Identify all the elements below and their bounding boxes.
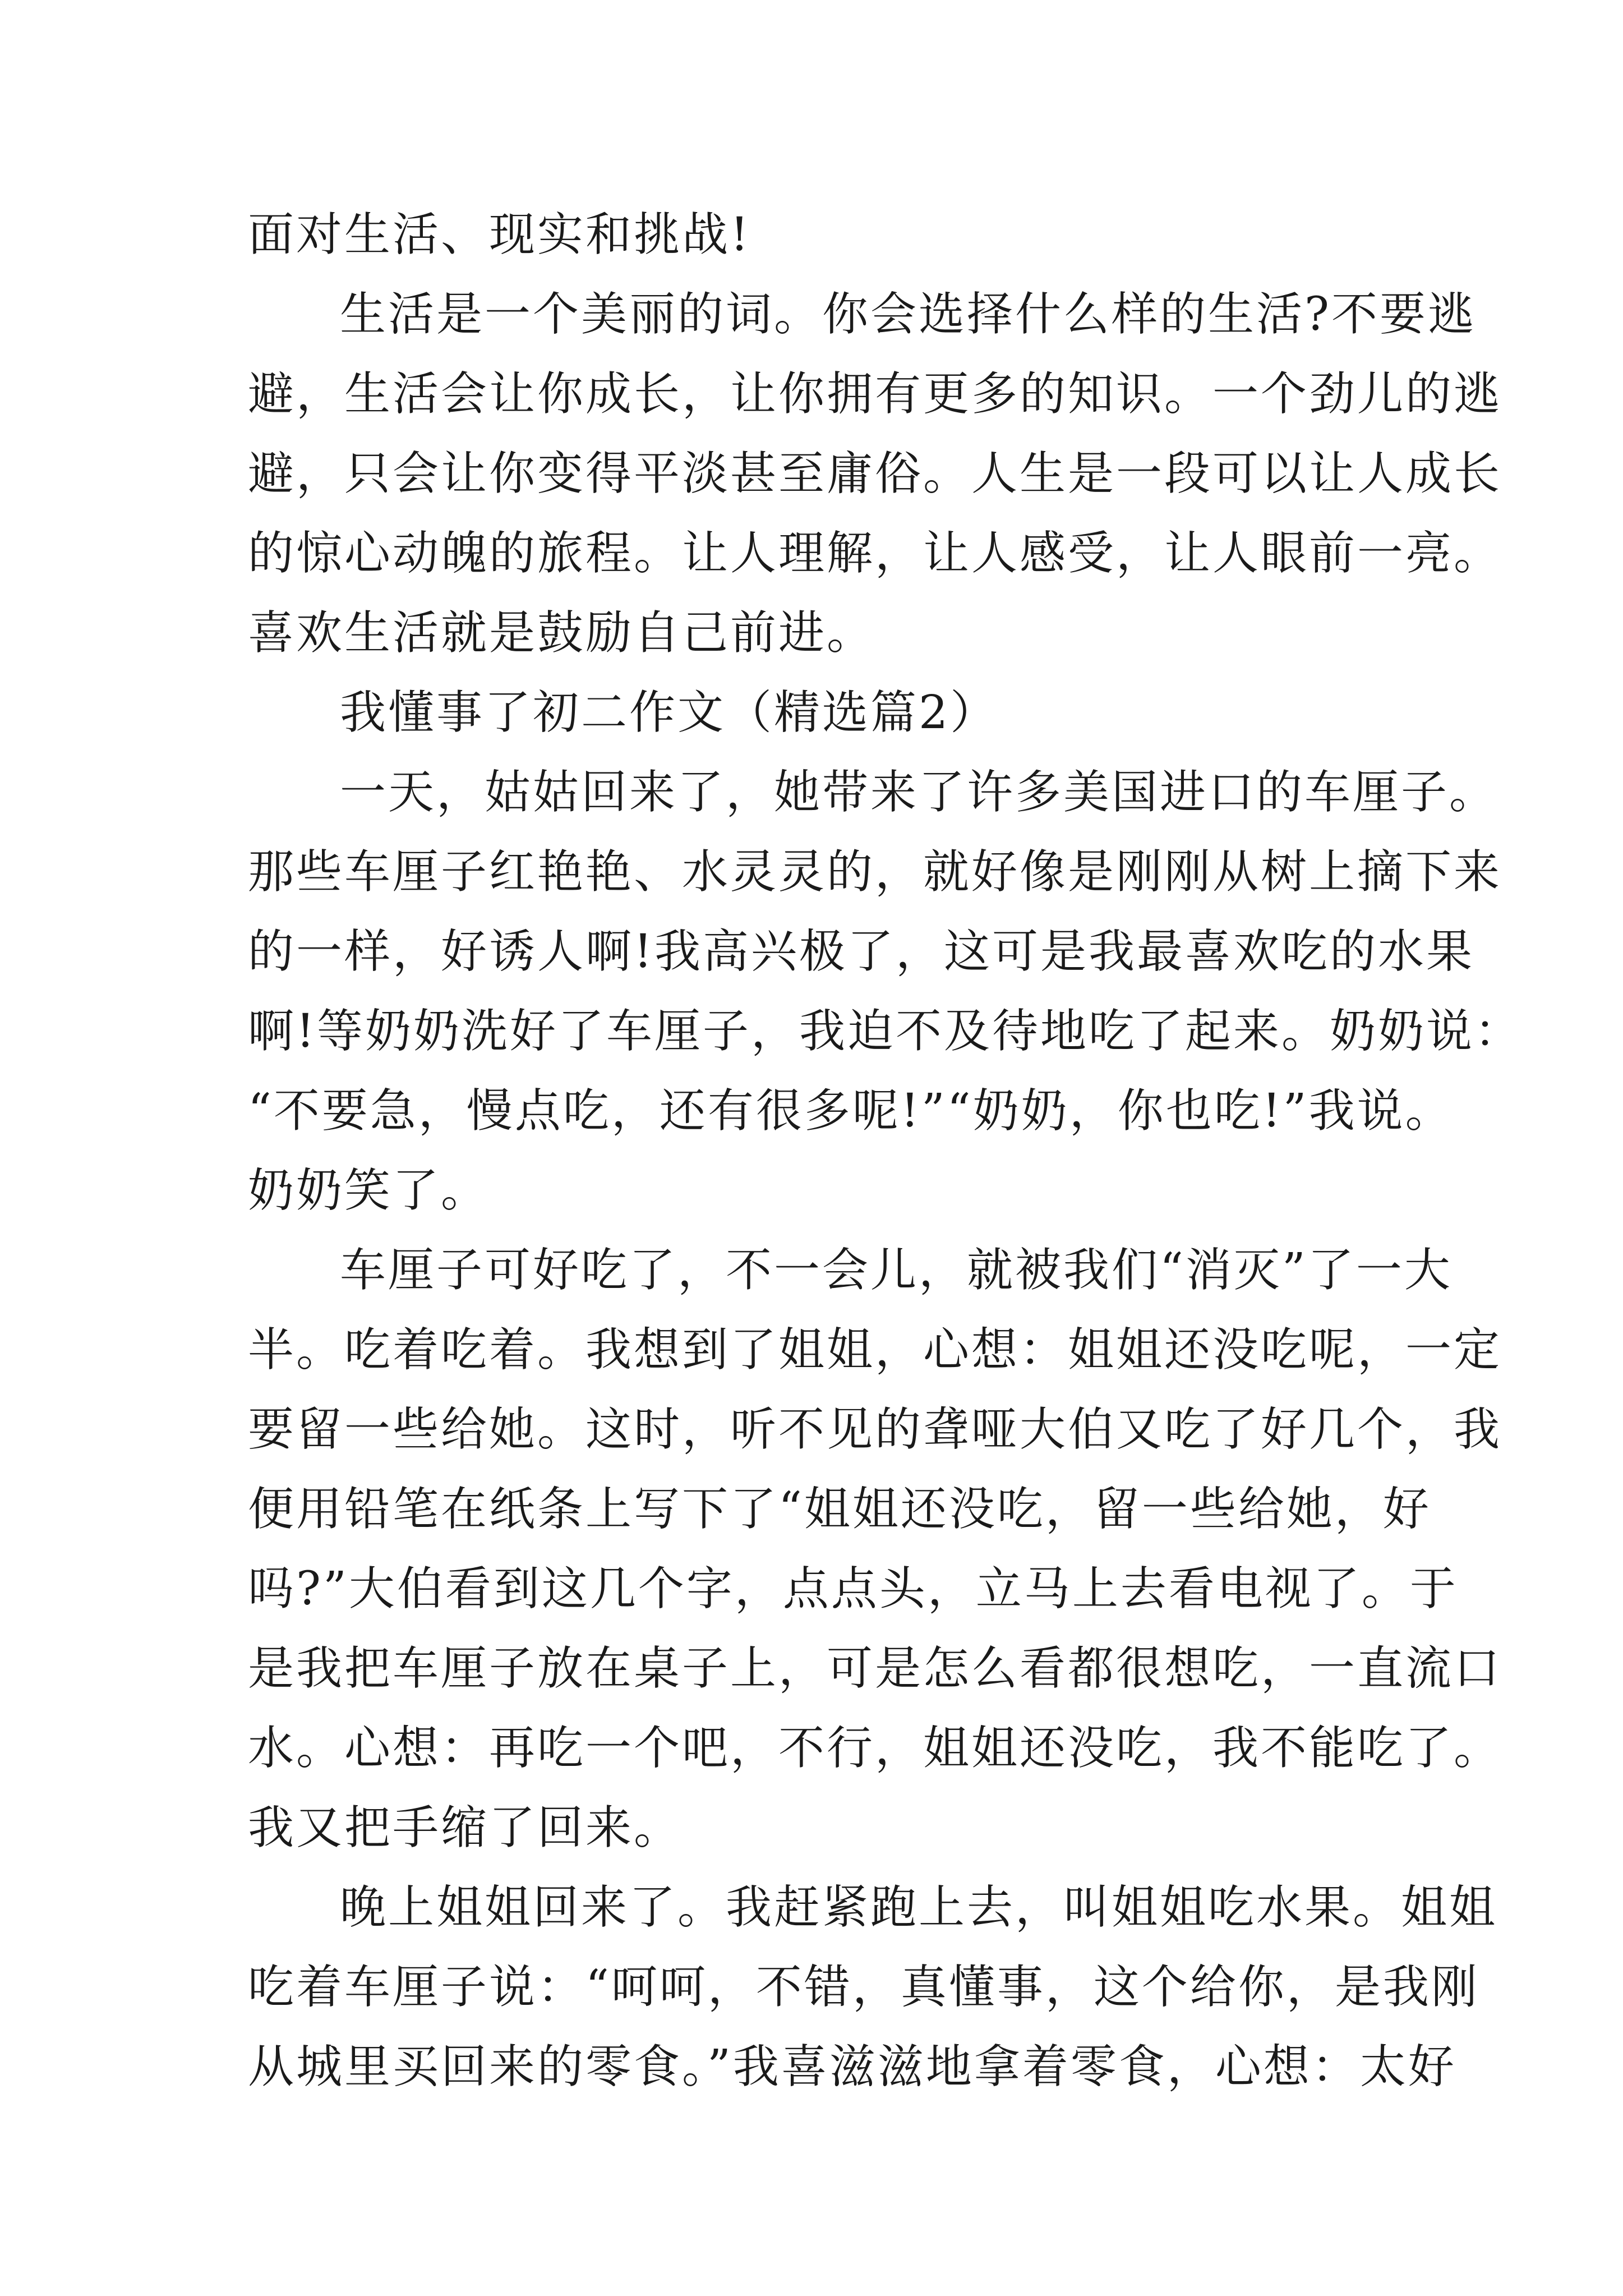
text-line: 便用铅笔在纸条上写下了“姐姐还没吃，留一些给她，好: [248, 1483, 1431, 1536]
text-line: 生活是一个美丽的词。你会选择什么样的生活?不要逃: [340, 288, 1476, 341]
text-line: 奶奶笑了。: [248, 1164, 490, 1217]
text-line: 吃着车厘子说：“呵呵，不错，真懂事，这个给你，是我刚: [248, 1961, 1479, 2014]
text-line: 喜欢生活就是鼓励自己前进。: [248, 606, 875, 660]
text-line: 晚上姐姐回来了。我赶紧跑上去，叫姐姐吃水果。姐姐: [340, 1881, 1498, 1934]
text-line: 我又把手缩了回来。: [248, 1801, 683, 1855]
text-line: 的一样，好诱人啊!我高兴极了，这可是我最喜欢吃的水果: [248, 925, 1474, 978]
text-line: 是我把车厘子放在桌子上，可是怎么看都很想吃，一直流口: [248, 1642, 1502, 1695]
document-body: [248, 195, 1523, 2107]
text-line: “不要急，慢点吃，还有很多呢!”“奶奶，你也吃!”我说。: [248, 1084, 1454, 1138]
text-line: 避，只会让你变得平淡甚至庸俗。人生是一段可以让人成长: [248, 447, 1502, 500]
text-line: 那些车厘子红艳艳、水灵灵的，就好像是刚刚从树上摘下来: [248, 845, 1502, 899]
text-line: 水。心想：再吃一个吧，不行，姐姐还没吃，我不能吃了。: [248, 1722, 1502, 1775]
text-line: 一天，姑姑回来了，她带来了许多美国进口的车厘子。: [340, 766, 1498, 819]
text-line: 的惊心动魄的旅程。让人理解，让人感受，让人眼前一亮。: [248, 527, 1502, 580]
text-line: 啊!等奶奶洗好了车厘子，我迫不及待地吃了起来。奶奶说：: [248, 1005, 1523, 1058]
section-heading: 我懂事了初二作文（精选篇2）: [340, 686, 999, 739]
text-line: 避，生活会让你成长，让你拥有更多的知识。一个劲儿的逃: [248, 367, 1502, 421]
text-line: 面对生活、现实和挑战!: [248, 208, 751, 261]
text-line: 车厘子可好吃了，不一会儿，就被我们“消灭”了一大: [340, 1244, 1453, 1297]
text-line: 半。吃着吃着。我想到了姐姐，心想：姐姐还没吃呢，一定: [248, 1323, 1502, 1377]
text-line: 从城里买回来的零食。”我喜滋滋地拿着零食，心想：太好: [248, 2040, 1456, 2093]
text-line: 要留一些给她。这时，听不见的聋哑大伯又吃了好几个，我: [248, 1403, 1502, 1456]
text-line: 吗?”大伯看到这几个字，点点头，立马上去看电视了。于: [248, 1562, 1458, 1616]
